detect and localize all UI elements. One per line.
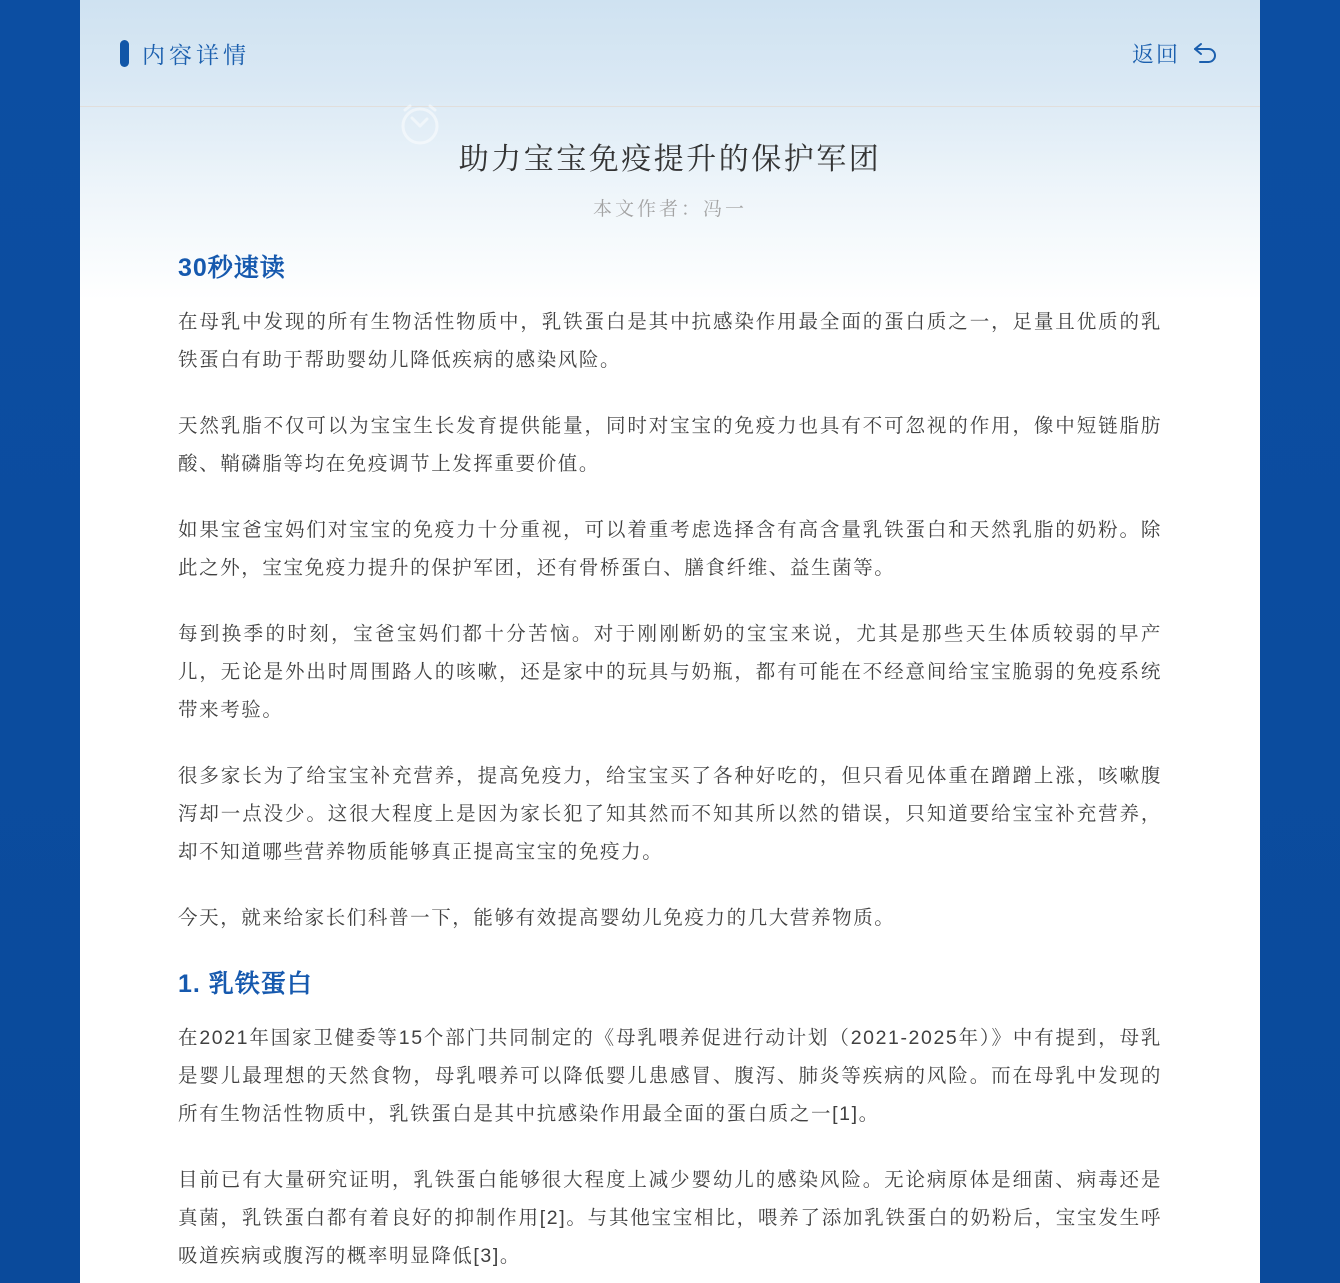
content-card: [80, 0, 1260, 1283]
card-header: [80, 0, 1260, 107]
back-button[interactable]: [1132, 38, 1220, 69]
paragraph: 天然乳脂不仅可以为宝宝生长发育提供能量，同时对宝宝的免疫力也具有不可忽视的作用，像中短链脂肪酸、鞘磷脂等均在免疫调节上发挥重要价值。: [178, 415, 1162, 475]
right-frame-strip: [1260, 0, 1340, 1283]
article-title: 助力宝宝免疫提升的保护军团: [458, 143, 882, 176]
back-button-label: 返回: [1131, 41, 1180, 67]
title-accent-bar: [120, 40, 129, 67]
paragraph: 如果宝爸宝妈们对宝宝的免疫力十分重视，可以着重考虑选择含有高含量乳铁蛋白和天然乳脂的奶粉。除此之外，宝宝免疫力提升的保护军团，还有骨桥蛋白、膳食纤维、益生菌等。: [178, 519, 1162, 579]
section-heading-lactoferrin: 1. 乳铁蛋白: [178, 970, 313, 998]
page-title: 内容详情: [142, 41, 250, 68]
undo-arrow-icon: [1190, 40, 1220, 66]
section-heading-quick-read: 30秒速读: [178, 254, 286, 282]
paragraph: 目前已有大量研究证明，乳铁蛋白能够很大程度上减少婴幼儿的感染风险。无论病原体是细菌、病毒还是真菌，乳铁蛋白都有着良好的抑制作用[2]。与其他宝宝相比，喂养了添加乳铁蛋白的奶粉后，宝宝发生呼吸道疾病或腹泻的概率明显降低[3]。: [178, 1169, 1162, 1267]
page-title-group: [120, 37, 250, 70]
article-body: [80, 253, 1260, 1275]
paragraph: 今天，就来给家长们科普一下，能够有效提高婴幼儿免疫力的几大营养物质。: [178, 907, 896, 929]
article-hero: [80, 107, 1260, 221]
left-frame-strip: [0, 0, 80, 1283]
paragraph: 很多家长为了给宝宝补充营养，提高免疫力，给宝宝买了各种好吃的，但只看见体重在蹭蹭上涨，咳嗽腹泻却一点没少。这很大程度上是因为家长犯了知其然而不知其所以然的错误，只知道要给宝宝补充营养，却不知道哪些营养物质能够真正提高宝宝的免疫力。: [178, 765, 1162, 863]
paragraph: 在2021年国家卫健委等15个部门共同制定的《母乳喂养促进行动计划（2021-2025年）》中有提到，母乳是婴儿最理想的天然食物，母乳喂养可以降低婴儿患感冒、腹泻、肺炎等疾病的风险。而在母乳中发现的所有生物活性物质中，乳铁蛋白是其中抗感染作用最全面的蛋白质之一[1]。: [178, 1027, 1162, 1125]
article-author: 本文作者：冯一: [592, 199, 747, 220]
paragraph: 在母乳中发现的所有生物活性物质中，乳铁蛋白是其中抗感染作用最全面的蛋白质之一，足量且优质的乳铁蛋白有助于帮助婴幼儿降低疾病的感染风险。: [178, 311, 1162, 371]
paragraph: 每到换季的时刻，宝爸宝妈们都十分苦恼。对于刚刚断奶的宝宝来说，尤其是那些天生体质较弱的早产儿，无论是外出时周围路人的咳嗽，还是家中的玩具与奶瓶，都有可能在不经意间给宝宝脆弱的免疫系统带来考验。: [178, 623, 1162, 721]
